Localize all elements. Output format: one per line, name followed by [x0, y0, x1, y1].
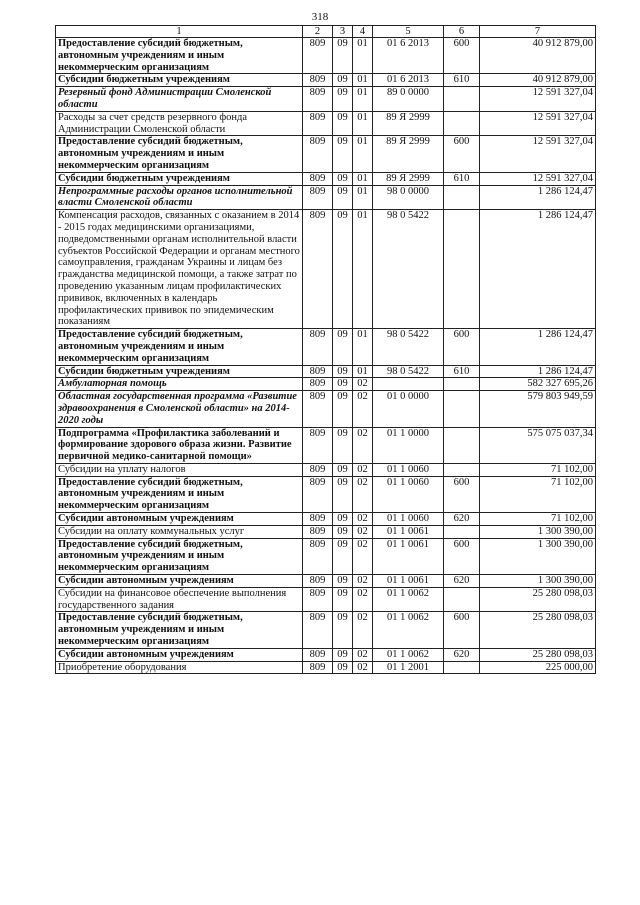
table-row	[56, 136, 596, 172]
row-expense-type-code	[444, 210, 480, 329]
row-ved-code: 809	[303, 172, 333, 185]
row-ved-code: 809	[303, 661, 333, 674]
row-ved-code: 809	[303, 111, 333, 136]
row-target-article-code: 01 1 0060	[373, 513, 444, 526]
row-amount: 1 300 390,00	[480, 575, 596, 588]
row-amount: 40 912 879,00	[480, 74, 596, 87]
row-name: Приобретение оборудования	[56, 661, 303, 674]
row-ved-code: 809	[303, 427, 333, 463]
table-row	[56, 111, 596, 136]
table-row	[56, 172, 596, 185]
row-expense-type-code	[444, 427, 480, 463]
row-ved-code: 809	[303, 38, 333, 74]
row-ved-code: 809	[303, 329, 333, 365]
table-row	[56, 587, 596, 612]
row-name: Субсидии на уплату налогов	[56, 463, 303, 476]
table-row	[56, 463, 596, 476]
row-name: Субсидии на финансовое обеспечение выполнения государственного задания	[56, 587, 303, 612]
header-cell: 3	[333, 26, 353, 38]
row-ved-code: 809	[303, 476, 333, 512]
row-name: Субсидии автономным учреждениям	[56, 575, 303, 588]
table-row	[56, 87, 596, 112]
row-subsection-code: 02	[353, 648, 373, 661]
table-row	[56, 74, 596, 87]
row-ved-code: 809	[303, 513, 333, 526]
row-section-code: 09	[333, 210, 353, 329]
row-section-code: 09	[333, 136, 353, 172]
table-row	[56, 365, 596, 378]
row-ved-code: 809	[303, 365, 333, 378]
row-subsection-code: 02	[353, 538, 373, 574]
table-row	[56, 391, 596, 427]
row-name: Резервный фонд Администрации Смоленской области	[56, 87, 303, 112]
row-ved-code: 809	[303, 612, 333, 648]
row-section-code: 09	[333, 648, 353, 661]
row-subsection-code: 02	[353, 513, 373, 526]
row-target-article-code	[373, 378, 444, 391]
row-name: Непрограммные расходы органов исполнительной власти Смоленской области	[56, 185, 303, 210]
row-target-article-code: 01 1 0060	[373, 463, 444, 476]
row-amount: 582 327 695,26	[480, 378, 596, 391]
table-row	[56, 525, 596, 538]
header-cell: 4	[353, 26, 373, 38]
row-section-code: 09	[333, 587, 353, 612]
row-expense-type-code	[444, 185, 480, 210]
row-name: Субсидии автономным учреждениям	[56, 648, 303, 661]
row-target-article-code: 98 0 0000	[373, 185, 444, 210]
row-amount: 1 286 124,47	[480, 329, 596, 365]
row-target-article-code: 89 Я 2999	[373, 136, 444, 172]
row-target-article-code: 01 1 0061	[373, 575, 444, 588]
row-section-code: 09	[333, 185, 353, 210]
row-target-article-code: 89 Я 2999	[373, 111, 444, 136]
row-target-article-code: 01 6 2013	[373, 74, 444, 87]
row-ved-code: 809	[303, 575, 333, 588]
row-section-code: 09	[333, 87, 353, 112]
table-row	[56, 378, 596, 391]
row-subsection-code: 01	[353, 210, 373, 329]
row-section-code: 09	[333, 172, 353, 185]
row-ved-code: 809	[303, 378, 333, 391]
row-subsection-code: 01	[353, 111, 373, 136]
row-expense-type-code: 600	[444, 476, 480, 512]
row-expense-type-code	[444, 587, 480, 612]
row-section-code: 09	[333, 38, 353, 74]
row-expense-type-code: 600	[444, 136, 480, 172]
row-name: Компенсация расходов, связанных с оказанием в 2014 - 2015 годах медицинскими организациями, подведомственными органам исполнительной власти субъектов Российской Федерации и органам местного самоуправления, гражданам Украины и лицам без гражданства медицинской помощи, а также затрат по проведению указанным лицам профилактических прививок, включенных в календарь профилактических прививок по эпидемическим показаниям	[56, 210, 303, 329]
row-target-article-code: 98 0 5422	[373, 365, 444, 378]
row-subsection-code: 02	[353, 476, 373, 512]
row-name: Субсидии автономным учреждениям	[56, 513, 303, 526]
row-name: Подпрограмма «Профилактика заболеваний и формирование здорового образа жизни. Развитие первичной медико-санитарной помощи»	[56, 427, 303, 463]
row-expense-type-code	[444, 87, 480, 112]
row-ved-code: 809	[303, 185, 333, 210]
row-amount: 12 591 327,04	[480, 111, 596, 136]
row-amount: 71 102,00	[480, 513, 596, 526]
row-section-code: 09	[333, 329, 353, 365]
row-ved-code: 809	[303, 391, 333, 427]
row-name: Предоставление субсидий бюджетным, автономным учреждениям и иным некоммерческим организациям	[56, 38, 303, 74]
row-target-article-code: 01 1 0061	[373, 538, 444, 574]
row-ved-code: 809	[303, 587, 333, 612]
row-subsection-code: 02	[353, 575, 373, 588]
row-subsection-code: 02	[353, 612, 373, 648]
row-amount: 25 280 098,03	[480, 648, 596, 661]
row-amount: 12 591 327,04	[480, 172, 596, 185]
row-name: Амбулаторная помощь	[56, 378, 303, 391]
row-expense-type-code	[444, 111, 480, 136]
row-amount: 1 286 124,47	[480, 365, 596, 378]
row-section-code: 09	[333, 525, 353, 538]
row-name: Субсидии бюджетным учреждениям	[56, 74, 303, 87]
row-target-article-code: 01 1 0000	[373, 427, 444, 463]
row-subsection-code: 02	[353, 525, 373, 538]
row-amount: 1 286 124,47	[480, 185, 596, 210]
budget-table	[55, 25, 596, 674]
row-name: Предоставление субсидий бюджетным, автономным учреждениям и иным некоммерческим организациям	[56, 136, 303, 172]
row-section-code: 09	[333, 612, 353, 648]
row-expense-type-code: 610	[444, 365, 480, 378]
row-amount: 71 102,00	[480, 463, 596, 476]
row-subsection-code: 01	[353, 136, 373, 172]
row-amount: 1 286 124,47	[480, 210, 596, 329]
header-cell: 1	[56, 26, 303, 38]
row-amount: 575 075 037,34	[480, 427, 596, 463]
row-amount: 12 591 327,04	[480, 136, 596, 172]
table-row	[56, 538, 596, 574]
row-name: Субсидии бюджетным учреждениям	[56, 365, 303, 378]
row-name: Расходы за счет средств резервного фонда Администрации Смоленской области	[56, 111, 303, 136]
row-expense-type-code	[444, 661, 480, 674]
row-name: Предоставление субсидий бюджетным, автономным учреждениям и иным некоммерческим организациям	[56, 538, 303, 574]
row-amount: 71 102,00	[480, 476, 596, 512]
table-row	[56, 648, 596, 661]
row-section-code: 09	[333, 74, 353, 87]
row-name: Областная государственная программа «Развитие здравоохранения в Смоленской области» на 2014-2020 годы	[56, 391, 303, 427]
row-subsection-code: 01	[353, 365, 373, 378]
row-expense-type-code: 610	[444, 74, 480, 87]
row-target-article-code: 01 1 0060	[373, 476, 444, 512]
table-row	[56, 476, 596, 512]
row-name: Предоставление субсидий бюджетным, автономным учреждениям и иным некоммерческим организациям	[56, 476, 303, 512]
row-subsection-code: 01	[353, 185, 373, 210]
row-section-code: 09	[333, 476, 353, 512]
row-target-article-code: 89 0 0000	[373, 87, 444, 112]
row-subsection-code: 02	[353, 391, 373, 427]
row-expense-type-code: 600	[444, 612, 480, 648]
row-target-article-code: 98 0 5422	[373, 210, 444, 329]
row-subsection-code: 02	[353, 378, 373, 391]
row-subsection-code: 01	[353, 38, 373, 74]
row-ved-code: 809	[303, 463, 333, 476]
row-section-code: 09	[333, 365, 353, 378]
row-target-article-code: 01 0 0000	[373, 391, 444, 427]
row-target-article-code: 01 1 0062	[373, 648, 444, 661]
row-ved-code: 809	[303, 538, 333, 574]
header-cell: 6	[444, 26, 480, 38]
row-subsection-code: 02	[353, 427, 373, 463]
row-target-article-code: 01 6 2013	[373, 38, 444, 74]
row-target-article-code: 01 1 0062	[373, 587, 444, 612]
row-target-article-code: 01 1 0061	[373, 525, 444, 538]
header-cell: 7	[480, 26, 596, 38]
row-name: Субсидии на оплату коммунальных услуг	[56, 525, 303, 538]
row-expense-type-code	[444, 378, 480, 391]
table-row	[56, 427, 596, 463]
row-name: Субсидии бюджетным учреждениям	[56, 172, 303, 185]
header-row	[56, 26, 596, 38]
row-target-article-code: 01 1 0062	[373, 612, 444, 648]
row-section-code: 09	[333, 513, 353, 526]
row-amount: 12 591 327,04	[480, 87, 596, 112]
row-name: Предоставление субсидий бюджетным, автономным учреждениям и иным некоммерческим организациям	[56, 612, 303, 648]
row-expense-type-code: 600	[444, 329, 480, 365]
table-row	[56, 661, 596, 674]
row-expense-type-code: 620	[444, 513, 480, 526]
row-target-article-code: 89 Я 2999	[373, 172, 444, 185]
table-row	[56, 612, 596, 648]
row-amount: 40 912 879,00	[480, 38, 596, 74]
row-section-code: 09	[333, 111, 353, 136]
row-amount: 1 300 390,00	[480, 538, 596, 574]
row-section-code: 09	[333, 575, 353, 588]
row-subsection-code: 01	[353, 172, 373, 185]
row-name: Предоставление субсидий бюджетным, автономным учреждениям и иным некоммерческим организациям	[56, 329, 303, 365]
row-amount: 225 000,00	[480, 661, 596, 674]
row-ved-code: 809	[303, 648, 333, 661]
row-section-code: 09	[333, 463, 353, 476]
table-row	[56, 210, 596, 329]
header-cell: 5	[373, 26, 444, 38]
table-row	[56, 329, 596, 365]
row-target-article-code: 98 0 5422	[373, 329, 444, 365]
table-row	[56, 513, 596, 526]
row-expense-type-code	[444, 463, 480, 476]
row-expense-type-code	[444, 391, 480, 427]
table-row	[56, 575, 596, 588]
row-section-code: 09	[333, 378, 353, 391]
row-ved-code: 809	[303, 74, 333, 87]
table-row	[56, 185, 596, 210]
header-cell: 2	[303, 26, 333, 38]
row-expense-type-code: 600	[444, 538, 480, 574]
row-section-code: 09	[333, 427, 353, 463]
row-section-code: 09	[333, 538, 353, 574]
row-subsection-code: 02	[353, 661, 373, 674]
row-expense-type-code: 600	[444, 38, 480, 74]
row-section-code: 09	[333, 661, 353, 674]
row-subsection-code: 01	[353, 74, 373, 87]
row-subsection-code: 02	[353, 463, 373, 476]
row-ved-code: 809	[303, 136, 333, 172]
row-amount: 1 300 390,00	[480, 525, 596, 538]
row-expense-type-code	[444, 525, 480, 538]
row-amount: 579 803 949,59	[480, 391, 596, 427]
table-row	[56, 38, 596, 74]
row-subsection-code: 01	[353, 329, 373, 365]
row-expense-type-code: 610	[444, 172, 480, 185]
row-ved-code: 809	[303, 87, 333, 112]
row-ved-code: 809	[303, 525, 333, 538]
row-subsection-code: 02	[353, 587, 373, 612]
row-expense-type-code: 620	[444, 648, 480, 661]
page-number: 318	[311, 11, 329, 23]
row-amount: 25 280 098,03	[480, 587, 596, 612]
row-subsection-code: 01	[353, 87, 373, 112]
row-target-article-code: 01 1 2001	[373, 661, 444, 674]
row-ved-code: 809	[303, 210, 333, 329]
row-section-code: 09	[333, 391, 353, 427]
row-expense-type-code: 620	[444, 575, 480, 588]
row-amount: 25 280 098,03	[480, 612, 596, 648]
